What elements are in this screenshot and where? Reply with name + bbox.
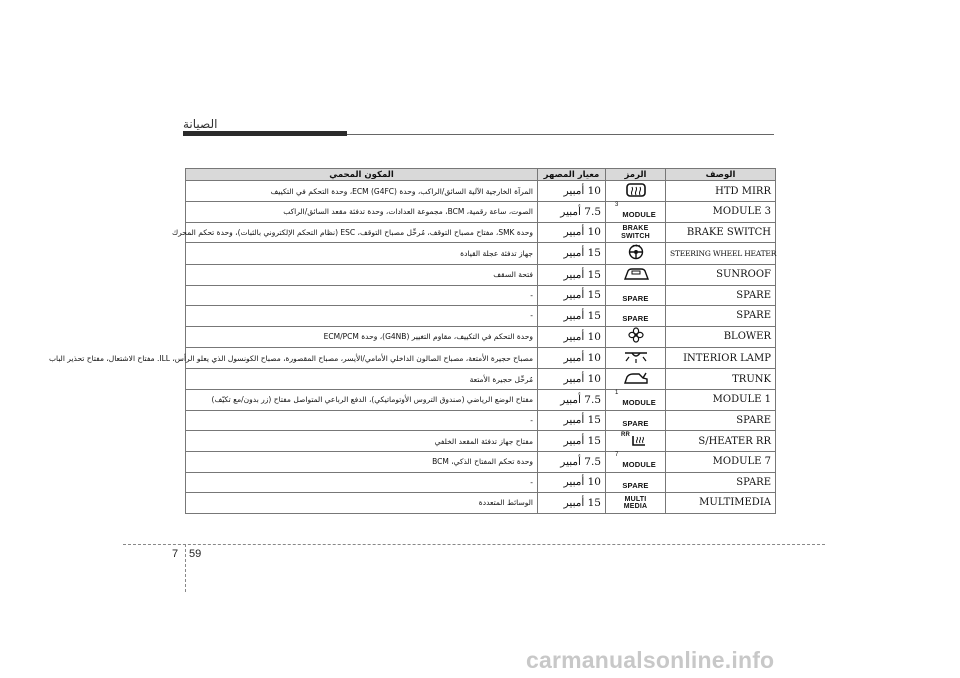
fuse-rating: 10 أمبير — [538, 472, 606, 493]
fuse-name: SPARE — [666, 410, 776, 431]
fuse-symbol-text: MODULE — [622, 460, 657, 470]
fuse-symbol-number: 1 — [614, 390, 619, 397]
fuse-rating: 7.5 أمبير — [538, 390, 606, 411]
fuse-name: INTERIOR LAMP — [666, 348, 776, 369]
fuse-symbol — [606, 431, 666, 452]
fuse-table-body — [48, 181, 777, 514]
fuse-description: وحدة التحكم في التكييف، مقاوم التغيير (G4NB)، وحدة ECM/PCM — [186, 326, 538, 348]
fuse-name: SPARE — [666, 285, 776, 306]
footer-divider — [123, 544, 825, 545]
rear-seat-heater-icon — [630, 432, 650, 451]
fuse-symbol-text: MULTI MEDIA — [623, 495, 648, 511]
fuse-symbol-number: 3 — [614, 202, 619, 209]
fuse-description: مفتاح الوضع الرياضي (صندوق التروس الأوتوماتيكي)، الدفع الرباعي المتواصل مفتاح (زر بدون/مع تكيّف) — [186, 390, 538, 411]
fuse-symbol — [606, 326, 666, 348]
fuse-name: MODULE 7 — [666, 452, 776, 473]
table-row — [186, 431, 776, 452]
fuse-name: SUNROOF — [666, 264, 776, 285]
fuse-symbol — [606, 306, 666, 327]
table-row — [186, 452, 776, 473]
fuse-name: SPARE — [666, 306, 776, 327]
fuse-name: MODULE 3 — [666, 202, 776, 223]
steering-wheel-heater-icon — [628, 244, 644, 264]
fuse-symbol — [606, 243, 666, 265]
fuse-rating: 15 أمبير — [538, 493, 606, 514]
table-row — [186, 369, 776, 390]
fuse-name: BRAKE SWITCH — [666, 222, 776, 243]
fuse-symbol — [606, 410, 666, 431]
table-row — [186, 472, 776, 493]
table-header-row — [186, 169, 776, 181]
fuse-symbol-label: RR — [620, 432, 631, 438]
fuse-description: جهاز تدفئة عجلة القيادة — [186, 243, 538, 265]
fuse-table — [48, 168, 777, 514]
fuse-symbol — [606, 285, 666, 306]
fuse-description: الوسائط المتعددة — [186, 493, 538, 514]
fuse-description: - — [186, 410, 538, 431]
fuse-name: TRUNK — [666, 369, 776, 390]
fuse-description: مصباح حجيرة الأمتعة، مصباح الصالون الداخلي الأمامي/الأيسر، مصباح المقصورة، مصباح الكونسول الذي يعلو الرأس، ILL. مفتاح الاشتعال، مفتاح تحذير الباب — [186, 348, 538, 369]
fuse-rating: 15 أمبير — [538, 243, 606, 265]
table-row — [186, 243, 776, 265]
table-row — [186, 202, 776, 223]
fuse-symbol — [606, 472, 666, 493]
fuse-rating: 7.5 أمبير — [538, 452, 606, 473]
fuse-description: مفتاح جهاز تدفئة المقعد الخلفي — [186, 431, 538, 452]
fuse-name: HTD MIRR — [666, 181, 776, 202]
fuse-symbol — [606, 348, 666, 369]
fuse-rating: 15 أمبير — [538, 306, 606, 327]
header-bar-thick — [183, 131, 347, 136]
trunk-icon — [623, 370, 649, 389]
section-title: الصيانة — [183, 117, 218, 131]
fuse-symbol-number: 7 — [614, 452, 619, 459]
fuse-symbol-text: SPARE — [622, 314, 649, 324]
fuse-symbol — [606, 222, 666, 243]
table-row — [186, 306, 776, 327]
fuse-symbol-text: SPARE — [622, 293, 649, 303]
fuse-rating: 15 أمبير — [538, 264, 606, 285]
table-row — [186, 348, 776, 369]
fuse-rating: 10 أمبير — [538, 222, 606, 243]
fuse-description: فتحة السقف — [186, 264, 538, 285]
fuse-description: - — [186, 285, 538, 306]
fuse-description: وحدة تحكم المفتاح الذكي، BCM — [186, 452, 538, 473]
fuse-symbol — [606, 181, 666, 202]
footer-vertical-divider — [185, 544, 186, 592]
fuse-symbol — [606, 493, 666, 514]
fuse-rating: 7.5 أمبير — [538, 202, 606, 223]
col-header-desc: المكون المحمي — [186, 169, 538, 181]
watermark: carmanualsonline.info — [526, 647, 775, 673]
table-row — [186, 410, 776, 431]
fuse-rating: 10 أمبير — [538, 326, 606, 348]
col-header-sym: الرمز — [606, 169, 666, 181]
fuse-symbol-text: MODULE — [622, 398, 657, 408]
fuse-symbol-text: SPARE — [622, 418, 649, 428]
fuse-symbol — [606, 264, 666, 285]
col-header-name: الوصف — [666, 169, 776, 181]
fuse-name: S/HEATER RR — [666, 431, 776, 452]
fuse-description: وحدة SMK، مفتاح مصباح التوقف، مُرحِّل مصباح التوقف، ESC (نظام التحكم الإلكتروني بالثبات)، وحدة تحكم المحرك — [186, 222, 538, 243]
fuse-name: MULTIMEDIA — [666, 493, 776, 514]
fuse-description: مُرحِّل حجيرة الأمتعة — [186, 369, 538, 390]
fuse-name: STEERING WHEEL HEATER — [666, 243, 776, 265]
fuse-symbol-text: MODULE — [622, 210, 657, 220]
page-number: 59 — [189, 548, 202, 560]
fuse-symbol-text: BRAKE SWITCH — [621, 225, 650, 240]
fuse-name: SPARE — [666, 472, 776, 493]
fuse-description: - — [186, 472, 538, 493]
fuse-symbol — [606, 202, 666, 223]
fuse-description: المرآة الخارجية الآلية السائق/الراكب، وحدة ECM (G4FC)، وحدة التحكم في التكييف — [186, 181, 538, 202]
fuse-rating: 15 أمبير — [538, 410, 606, 431]
table-row — [186, 264, 776, 285]
chapter-number: 7 — [172, 548, 179, 560]
fuse-symbol-text: SPARE — [622, 480, 649, 490]
fuse-rating: 10 أمبير — [538, 181, 606, 202]
header-bar-thin — [347, 134, 774, 135]
fuse-rating: 15 أمبير — [538, 285, 606, 306]
interior-lamp-icon — [623, 349, 649, 368]
mirror-defrost-icon — [625, 182, 647, 201]
col-header-rate: معيار المصهر — [538, 169, 606, 181]
fuse-symbol — [606, 369, 666, 390]
fuse-symbol — [606, 452, 666, 473]
table-row — [186, 493, 776, 514]
sunroof-icon — [623, 266, 649, 285]
fuse-rating: 15 أمبير — [538, 431, 606, 452]
table-row — [186, 326, 776, 348]
table-row — [186, 285, 776, 306]
fuse-name: BLOWER — [666, 326, 776, 348]
fuse-rating: 10 أمبير — [538, 369, 606, 390]
table-row — [186, 390, 776, 411]
fuse-symbol — [606, 390, 666, 411]
fuse-description: - — [186, 306, 538, 327]
table-row — [186, 181, 776, 202]
fuse-name: MODULE 1 — [666, 390, 776, 411]
blower-fan-icon — [628, 327, 644, 347]
fuse-rating: 10 أمبير — [538, 348, 606, 369]
fuse-description: الصوت، ساعة رقمية، BCM، مجموعة العدادات، وحدة تدفئة مقعد السائق/الراكب — [186, 202, 538, 223]
table-row — [186, 222, 776, 243]
